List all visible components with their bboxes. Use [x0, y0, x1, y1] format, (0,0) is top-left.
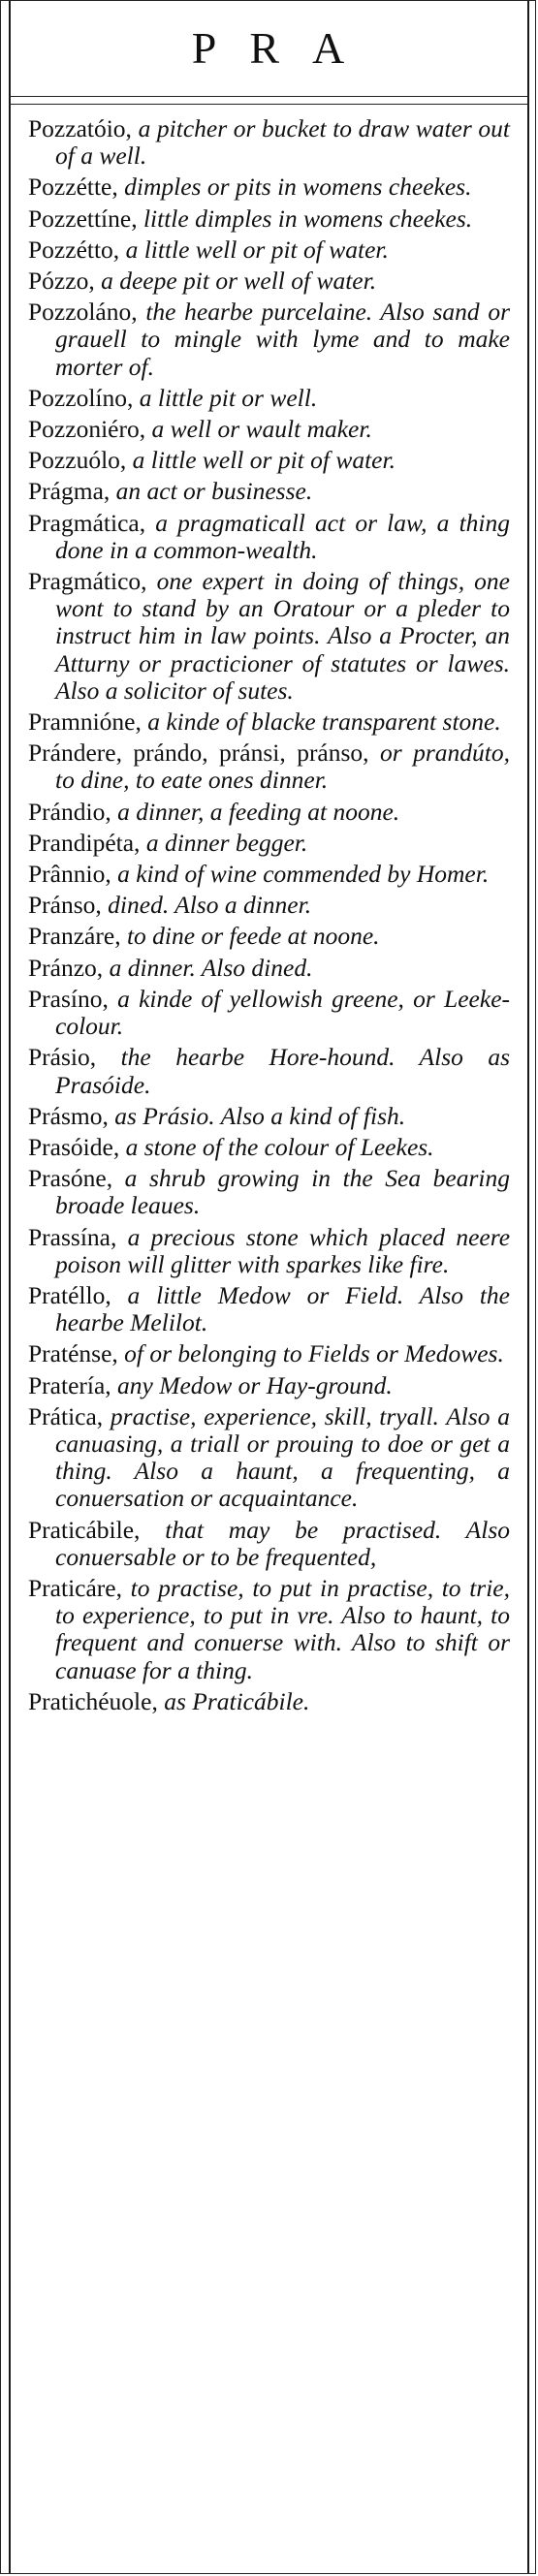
entry-definition: an act or businesse. — [115, 477, 313, 506]
entry-headword: Prásmo, — [28, 1101, 109, 1130]
entry-definition: or prandúto, to dine, to eate ones dinner. — [55, 738, 511, 795]
entry-definition: a pitcher or bucket to draw water out of a well. — [55, 114, 510, 171]
entry-definition: dined. Also a dinner. — [108, 891, 312, 920]
entry-headword: Pozzoniéro, — [28, 415, 146, 444]
dictionary-entry — [28, 385, 510, 412]
entry-headword: Pratería, — [28, 1370, 111, 1399]
entry-definition: little dimples in womens cheekes. — [142, 204, 473, 233]
entry-headword: Pránzo, — [28, 953, 104, 982]
dictionary-entry — [28, 1103, 510, 1130]
dictionary-entry — [28, 799, 510, 826]
dictionary-entry — [28, 1340, 510, 1367]
entry-headword: Pozzoláno, — [28, 298, 138, 327]
entry-definition: any Medow or Hay-ground. — [117, 1370, 393, 1399]
entry-definition: a little pit or well. — [139, 383, 318, 412]
entry-definition: a precious stone which placed neere poison will glitter with sparkes like fire. — [55, 1222, 511, 1278]
right-margin-rule — [527, 1, 529, 2573]
entry-definition: a dinner begger. — [145, 828, 308, 857]
entry-headword: Prágma, — [28, 477, 111, 506]
entry-definition: the hearbe Hore-hound. Also as Prasóide. — [55, 1043, 511, 1099]
entry-headword: Prándere, prándo, pránsi, pránso, — [28, 738, 369, 768]
dictionary-entry — [28, 510, 510, 564]
entry-headword: Pózzo, — [28, 267, 95, 296]
entry-headword: Prática, — [28, 1401, 104, 1430]
entry-definition: one expert in doing of things, one wont to stand by an Oratour or a pleder to instruct him in law points. Also a Procter, an Atturny or practicioner of statutes or lawes. Also a solicitor of sutes. — [55, 567, 510, 705]
dictionary-entry — [28, 830, 510, 857]
dictionary-entry — [28, 298, 510, 381]
entry-definition: a stone of the colour of Leekes. — [125, 1132, 434, 1161]
entry-headword: Pragmático, — [28, 567, 147, 596]
entry-definition: dimples or pits in womens cheekes. — [124, 173, 472, 202]
entry-definition: a deepe pit or well of water. — [101, 267, 377, 296]
entry-definition: a little well or pit of water. — [132, 446, 396, 475]
entry-headword: Praticáre, — [28, 1573, 122, 1602]
entry-headword: Pozzolíno, — [28, 383, 134, 412]
entry-headword: Pránso, — [28, 891, 102, 920]
entry-definition: practise, experience, skill, tryall. Also a canuasing, a triall or prouing to doe or get a thing. Also a haunt, a frequenting, a conuersation or acquaintance. — [55, 1401, 511, 1513]
entry-definition: a dinner. Also dined. — [109, 953, 313, 982]
dictionary-entry — [28, 1165, 510, 1219]
dictionary-entry — [28, 923, 510, 950]
entry-definition: a little well or pit of water. — [125, 235, 389, 264]
dictionary-entry — [28, 568, 510, 705]
entry-list — [28, 115, 510, 1719]
dictionary-entry — [28, 416, 510, 443]
entry-headword: Prasíno, — [28, 984, 109, 1013]
dictionary-entry — [28, 861, 510, 888]
dictionary-entry — [28, 1517, 510, 1571]
entry-definition: as Prásio. Also a kind of fish. — [114, 1101, 406, 1130]
dictionary-entry — [28, 173, 510, 201]
entry-definition: a kinde of yellowish greene, or Leeke-colour. — [55, 984, 511, 1041]
dictionary-entry — [28, 1688, 510, 1715]
entry-headword: Pranzáre, — [28, 922, 121, 951]
entry-headword: Prásio, — [28, 1043, 97, 1072]
header-rule-lower — [9, 104, 529, 105]
entry-definition: to practise, to put in practise, to trie, to experience, to put in vre. Also to haunt, to frequent and conuerse with. Also to shift or canuase for a thing. — [55, 1573, 510, 1684]
entry-definition: a shrub growing in the Sea bearing broade leaues. — [55, 1164, 510, 1220]
dictionary-entry — [28, 708, 510, 736]
dictionary-entry — [28, 205, 510, 233]
dictionary-entry — [28, 447, 510, 474]
entry-headword: Prandipéta, — [28, 828, 141, 857]
dictionary-entry — [28, 478, 510, 505]
entry-definition: a little Medow or Field. Also the hearbe Melilot. — [55, 1280, 511, 1337]
entry-headword: Praténse, — [28, 1339, 118, 1368]
entry-headword: Prasóne, — [28, 1164, 113, 1193]
entry-headword: Praticábile, — [28, 1515, 141, 1544]
entry-definition: to dine or feede at noone. — [126, 922, 380, 951]
entry-definition: a kind of wine commended by Homer. — [117, 860, 490, 889]
entry-headword: Pozzuólo, — [28, 446, 127, 475]
dictionary-entry — [28, 1403, 510, 1513]
dictionary-entry — [28, 1372, 510, 1399]
dictionary-entry — [28, 1575, 510, 1684]
entry-definition: a well or wault maker. — [151, 415, 372, 444]
running-head: PRA — [191, 23, 378, 73]
entry-headword: Pratéllo, — [28, 1280, 111, 1309]
dictionary-entry — [28, 1044, 510, 1098]
dictionary-entry — [28, 955, 510, 982]
entry-definition: a kinde of blacke transparent stone. — [147, 707, 501, 737]
entry-definition: a pragmaticall act or law, a thing done in a common-wealth. — [55, 508, 510, 564]
dictionary-entry — [28, 1134, 510, 1161]
entry-headword: Pramnióne, — [28, 707, 142, 737]
entry-headword: Pragmática, — [28, 508, 146, 537]
left-margin-rule — [9, 1, 11, 2573]
entry-headword: Prânnio, — [28, 860, 111, 889]
entry-definition: that may be practised. Also conuersable or to be frequented, — [55, 1515, 511, 1571]
entry-definition: of or belonging to Fields or Medowes. — [124, 1339, 504, 1368]
entry-definition: a dinner, a feeding at noone. — [117, 797, 400, 826]
entry-headword: Pratichéuole, — [28, 1686, 158, 1715]
dictionary-entry — [28, 892, 510, 919]
dictionary-entry — [28, 1224, 510, 1278]
entry-headword: Prassína, — [28, 1222, 117, 1251]
entry-headword: Pozzettíne, — [28, 204, 138, 233]
dictionary-entry — [28, 236, 510, 264]
entry-headword: Pozzétto, — [28, 235, 120, 264]
dictionary-entry — [28, 986, 510, 1040]
entry-headword: Prasóide, — [28, 1132, 120, 1161]
dictionary-entry — [28, 739, 510, 794]
entry-definition: as Praticábile. — [164, 1686, 310, 1715]
header-rule — [9, 96, 529, 97]
entry-headword: Prándio, — [28, 797, 111, 826]
dictionary-entry — [28, 267, 510, 295]
dictionary-entry — [28, 115, 510, 170]
dictionary-entry — [28, 1282, 510, 1336]
entry-headword: Pozzatóio, — [28, 114, 132, 142]
entry-headword: Pozzétte, — [28, 173, 118, 202]
entry-definition: the hearbe purcelaine. Also sand or grauell to mingle with lyme and to make morter of. — [55, 298, 510, 381]
